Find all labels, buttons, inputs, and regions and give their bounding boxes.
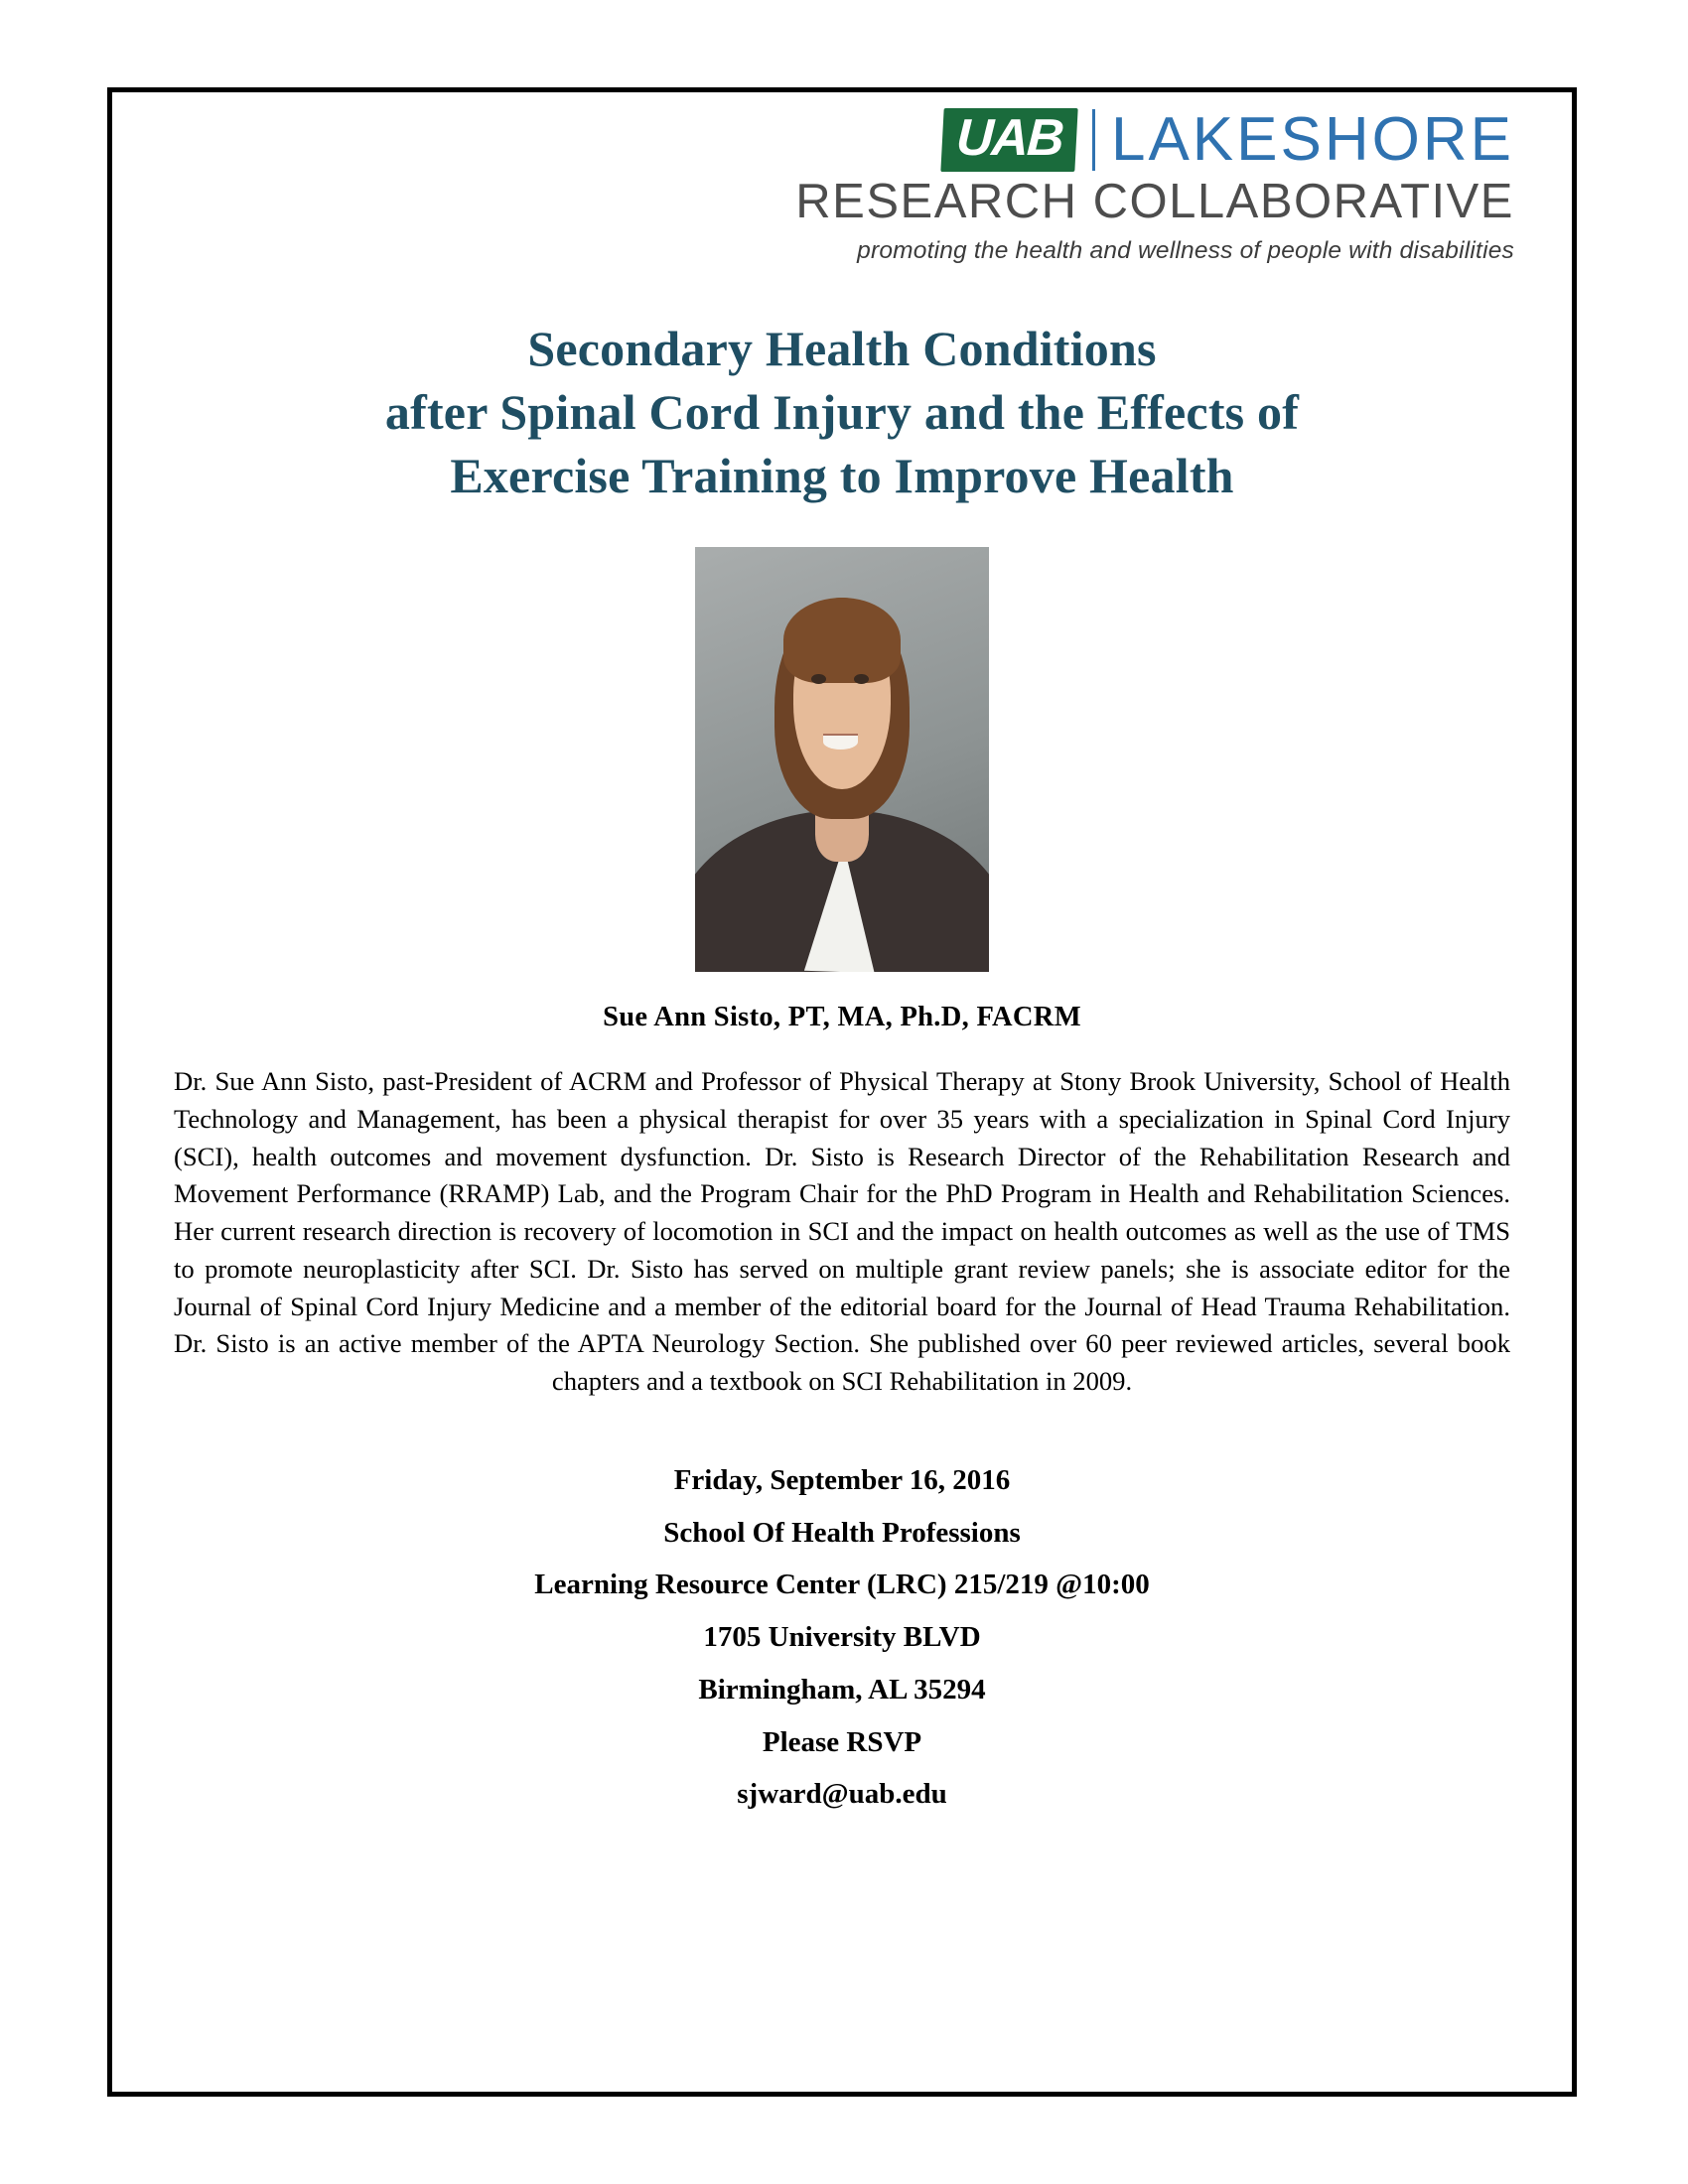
page-title-line-1: Secondary Health Conditions bbox=[527, 321, 1157, 376]
event-date: Friday, September 16, 2016 bbox=[673, 1463, 1011, 1496]
flyer-content bbox=[112, 92, 1572, 2092]
photo-eye-left bbox=[811, 674, 826, 684]
event-city-state-zip: Birmingham, AL 35294 bbox=[698, 1673, 986, 1706]
speaker-name: Sue Ann Sisto, PT, MA, Ph.D, FACRM bbox=[603, 1002, 1081, 1032]
logo-divider bbox=[1092, 109, 1095, 171]
flyer-border bbox=[107, 87, 1577, 2097]
photo-eye-right bbox=[854, 674, 869, 684]
event-room: Learning Resource Center (LRC) 215/219 @10:00 bbox=[534, 1569, 1150, 1601]
logo-tagline: promoting the health and wellness of people with disabilities bbox=[857, 237, 1514, 264]
logo-primary-row bbox=[152, 105, 1514, 174]
photo-smile bbox=[823, 734, 859, 750]
logo-research-collaborative-text: RESEARCH COLLABORATIVE bbox=[795, 175, 1514, 228]
page-title bbox=[152, 317, 1532, 507]
uab-logo-mark: UAB bbox=[941, 108, 1078, 172]
speaker-bio: Dr. Sue Ann Sisto, past-President of ACRM and Professor of Physical Therapy at Stony Brook University, School of Health Technology and Management, has been a physical therapist for over 35 years with a specialization in Spinal Cord Injury (SCI), health outcomes and movement dysfunction. Dr. Sisto is Research Director of the Rehabilitation Research and Movement Performance (RRAMP) Lab, and the Program Chair for the PhD Program in Health and Rehabilitation Sciences. Her current research direction is recovery of locomotion in SCI and the impact on health outcomes as well as the use of TMS to promote neuroplasticity after SCI. Dr. Sisto has served on multiple grant review panels; she is associate editor for the Journal of Spinal Cord Injury Medicine and a member of the editorial board for the Journal of Head Trauma Rehabilitation. Dr. Sisto is an active member of the APTA Neurology Section. She published over 60 peer reviewed articles, several book chapters and a textbook on SCI Rehabilitation in 2009. bbox=[174, 1066, 1510, 1396]
event-details bbox=[152, 1454, 1532, 1821]
speaker-photo-container bbox=[152, 547, 1532, 972]
logo-lakeshore-text: LAKESHORE bbox=[1110, 105, 1514, 174]
event-venue: School Of Health Professions bbox=[663, 1516, 1021, 1549]
rsvp-email[interactable]: sjward@uab.edu bbox=[737, 1778, 947, 1811]
speaker-photo bbox=[695, 547, 989, 972]
rsvp-label: Please RSVP bbox=[762, 1725, 922, 1758]
uab-lakeshore-logo bbox=[152, 105, 1532, 265]
event-address: 1705 University BLVD bbox=[703, 1621, 981, 1654]
photo-hair-top bbox=[783, 598, 901, 683]
page-title-line-3: Exercise Training to Improve Health bbox=[450, 448, 1234, 503]
page-title-line-2: after Spinal Cord Injury and the Effects of bbox=[384, 384, 1300, 440]
